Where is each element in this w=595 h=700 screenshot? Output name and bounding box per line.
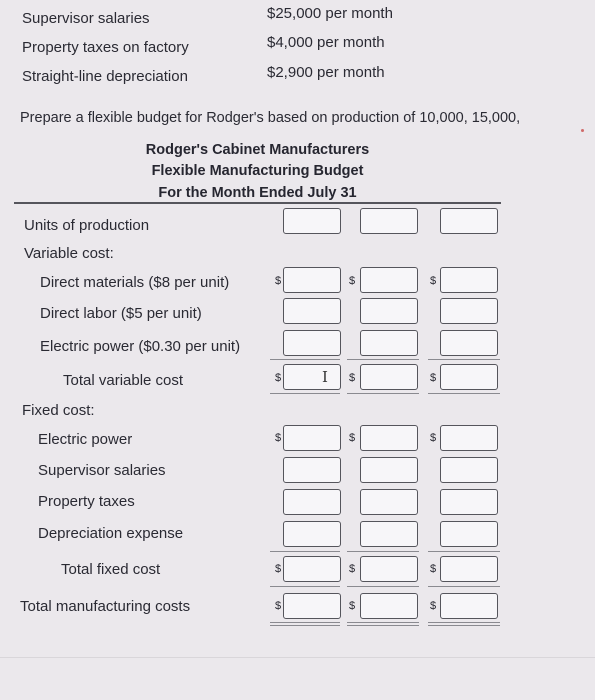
text-cursor-icon: I — [322, 368, 328, 386]
electric-power-variable-input-2[interactable] — [360, 330, 418, 356]
given-cost-label: Straight-line depreciation — [22, 68, 188, 85]
row-label-total-variable: Total variable cost — [63, 372, 184, 389]
instruction-text: Prepare a flexible budget for Rodger's based on production of 10,000, 15,000, — [20, 110, 521, 126]
dollar-sign: $ — [430, 600, 437, 612]
dollar-sign: $ — [349, 275, 356, 287]
given-cost-label: Property taxes on factory — [22, 39, 189, 56]
row-label-total-manufacturing: Total manufacturing costs — [20, 598, 191, 615]
units-input-1[interactable] — [283, 208, 341, 234]
total-rule — [428, 586, 500, 587]
dollar-sign: $ — [275, 275, 282, 287]
page-divider — [0, 657, 595, 658]
total-variable-input-1[interactable] — [283, 364, 341, 390]
dollar-sign: $ — [349, 600, 356, 612]
direct-labor-input-3[interactable] — [440, 298, 498, 324]
units-input-3[interactable] — [440, 208, 498, 234]
total-variable-input-3[interactable] — [440, 364, 498, 390]
row-label-property-taxes: Property taxes — [38, 493, 135, 510]
subtotal-rule — [428, 359, 500, 360]
given-cost-label: Supervisor salaries — [22, 10, 150, 27]
supervisor-salaries-input-1[interactable] — [283, 457, 341, 483]
subtotal-rule — [428, 551, 500, 552]
dollar-sign: $ — [275, 372, 282, 384]
total-rule — [270, 586, 340, 587]
property-taxes-input-2[interactable] — [360, 489, 418, 515]
total-fixed-input-3[interactable] — [440, 556, 498, 582]
subtotal-rule — [347, 359, 419, 360]
dollar-sign: $ — [349, 432, 356, 444]
row-label-variable-cost: Variable cost: — [24, 245, 114, 262]
property-taxes-input-3[interactable] — [440, 489, 498, 515]
subtotal-rule — [347, 551, 419, 552]
depreciation-input-3[interactable] — [440, 521, 498, 547]
dollar-sign: $ — [349, 563, 356, 575]
row-label-electric-power-fixed: Electric power — [38, 431, 133, 448]
total-manufacturing-input-3[interactable] — [440, 593, 498, 619]
grand-total-double-rule — [347, 622, 419, 626]
given-cost-value: $2,900 per month — [267, 64, 385, 81]
dollar-sign: $ — [430, 432, 437, 444]
property-taxes-input-1[interactable] — [283, 489, 341, 515]
grand-total-double-rule — [270, 622, 340, 626]
budget-period: For the Month Ended July 31 — [158, 185, 357, 201]
row-label-supervisor-salaries: Supervisor salaries — [38, 462, 166, 479]
total-rule — [270, 393, 340, 394]
total-rule — [347, 393, 419, 394]
dollar-sign: $ — [275, 600, 282, 612]
dollar-sign: $ — [430, 275, 437, 287]
given-cost-value: $4,000 per month — [267, 34, 385, 51]
direct-materials-input-2[interactable] — [360, 267, 418, 293]
subtotal-rule — [270, 551, 340, 552]
total-variable-input-2[interactable] — [360, 364, 418, 390]
dollar-sign: $ — [430, 372, 437, 384]
company-name: Rodger's Cabinet Manufacturers — [145, 142, 370, 158]
row-label-units: Units of production — [24, 217, 150, 234]
header-rule — [14, 202, 501, 204]
dollar-sign: $ — [430, 563, 437, 575]
row-label-electric-power-variable: Electric power ($0.30 per unit) — [40, 338, 241, 355]
electric-power-variable-input-1[interactable] — [283, 330, 341, 356]
row-label-depreciation: Depreciation expense — [38, 525, 184, 542]
direct-materials-input-1[interactable] — [283, 267, 341, 293]
row-label-fixed-cost: Fixed cost: — [22, 402, 95, 419]
grand-total-double-rule — [428, 622, 500, 626]
electric-power-fixed-input-1[interactable] — [283, 425, 341, 451]
total-rule — [347, 586, 419, 587]
budget-title: Flexible Manufacturing Budget — [151, 163, 364, 179]
supervisor-salaries-input-3[interactable] — [440, 457, 498, 483]
subtotal-rule — [270, 359, 340, 360]
direct-labor-input-1[interactable] — [283, 298, 341, 324]
electric-power-variable-input-3[interactable] — [440, 330, 498, 356]
total-manufacturing-input-2[interactable] — [360, 593, 418, 619]
electric-power-fixed-input-3[interactable] — [440, 425, 498, 451]
depreciation-input-2[interactable] — [360, 521, 418, 547]
total-rule — [428, 393, 500, 394]
row-label-total-fixed: Total fixed cost — [61, 561, 161, 578]
total-fixed-input-1[interactable] — [283, 556, 341, 582]
direct-labor-input-2[interactable] — [360, 298, 418, 324]
electric-power-fixed-input-2[interactable] — [360, 425, 418, 451]
dollar-sign: $ — [275, 432, 282, 444]
direct-materials-input-3[interactable] — [440, 267, 498, 293]
units-input-2[interactable] — [360, 208, 418, 234]
dollar-sign: $ — [349, 372, 356, 384]
marker-dot — [581, 129, 584, 132]
supervisor-salaries-input-2[interactable] — [360, 457, 418, 483]
row-label-direct-materials: Direct materials ($8 per unit) — [40, 274, 230, 291]
total-manufacturing-input-1[interactable] — [283, 593, 341, 619]
depreciation-input-1[interactable] — [283, 521, 341, 547]
given-cost-value: $25,000 per month — [267, 5, 393, 22]
row-label-direct-labor: Direct labor ($5 per unit) — [40, 305, 202, 322]
dollar-sign: $ — [275, 563, 282, 575]
total-fixed-input-2[interactable] — [360, 556, 418, 582]
